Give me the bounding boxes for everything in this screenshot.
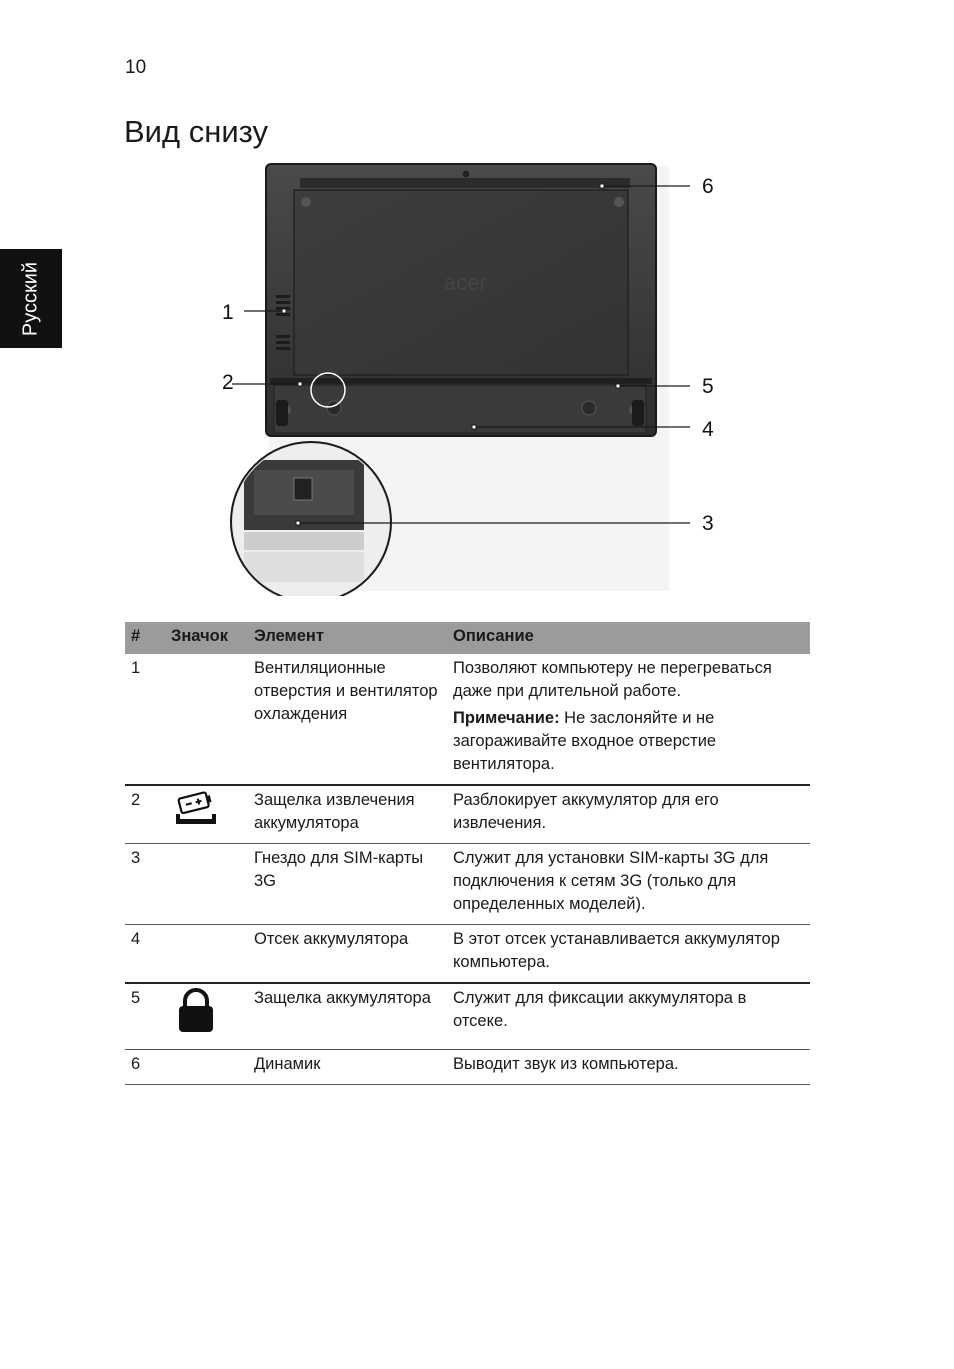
page-title: Вид снизу	[124, 114, 268, 149]
row-num: 5	[125, 983, 165, 1050]
callout-5: 5	[702, 375, 714, 398]
note-text: Не заслоняйте и не загораживайте входное отверстие вентилятора.	[453, 709, 717, 773]
row-num: 3	[125, 844, 165, 925]
table-row	[125, 925, 810, 984]
row-icon	[165, 654, 248, 785]
row-element: Защелка аккумулятора	[248, 983, 447, 1050]
row-element: Вентиляционные отверстия и вентилятор охлаждения	[248, 654, 447, 785]
acer-logo: acer	[444, 270, 487, 295]
row-description: В этот отсек устанавливается аккумулятор компьютера.	[447, 925, 810, 984]
row-element: Отсек аккумулятора	[248, 925, 447, 984]
callout-4: 4	[702, 418, 714, 441]
page-number: 10	[125, 57, 147, 78]
row-description: Служит для установки SIM-карты 3G для подключения к сетям 3G (только для определенных моделей).	[447, 844, 810, 925]
row-icon	[165, 925, 248, 984]
table-row	[125, 785, 810, 844]
components-table	[125, 622, 810, 1085]
callout-3: 3	[702, 512, 714, 535]
row-element: Защелка извлечения аккумулятора	[248, 785, 447, 844]
callout-6: 6	[702, 175, 714, 198]
callout-1: 1	[222, 301, 234, 324]
row-description	[447, 654, 810, 785]
row-element: Гнездо для SIM-карты 3G	[248, 844, 447, 925]
row-num: 6	[125, 1050, 165, 1085]
header-icon: Значок	[165, 622, 248, 654]
note	[453, 707, 804, 776]
language-tab	[0, 249, 62, 348]
laptop-bottom-illustration	[214, 160, 734, 596]
table-header-row	[125, 622, 810, 654]
callout-2: 2	[222, 371, 234, 394]
note-label: Примечание:	[453, 709, 560, 727]
table-row	[125, 983, 810, 1050]
battery-release-icon	[171, 790, 221, 828]
row-description: Разблокирует аккумулятор для его извлечения.	[447, 785, 810, 844]
header-description: Описание	[447, 622, 810, 654]
row-num: 4	[125, 925, 165, 984]
row-description: Выводит звук из компьютера.	[447, 1050, 810, 1085]
description-text: Позволяют компьютеру не перегреваться даже при длительной работе.	[453, 659, 772, 700]
laptop-bottom-drawing	[214, 160, 734, 596]
row-icon	[165, 1050, 248, 1085]
row-icon	[165, 983, 248, 1050]
row-num: 2	[125, 785, 165, 844]
row-description: Служит для фиксации аккумулятора в отсеке.	[447, 983, 810, 1050]
table-row	[125, 1050, 810, 1085]
header-num: #	[125, 622, 165, 654]
table-row	[125, 654, 810, 785]
language-tab-label: Русский	[19, 261, 42, 336]
header-element: Элемент	[248, 622, 447, 654]
table-row	[125, 844, 810, 925]
row-num: 1	[125, 654, 165, 785]
row-element: Динамик	[248, 1050, 447, 1085]
row-icon	[165, 785, 248, 844]
row-icon	[165, 844, 248, 925]
lock-icon	[171, 988, 221, 1034]
